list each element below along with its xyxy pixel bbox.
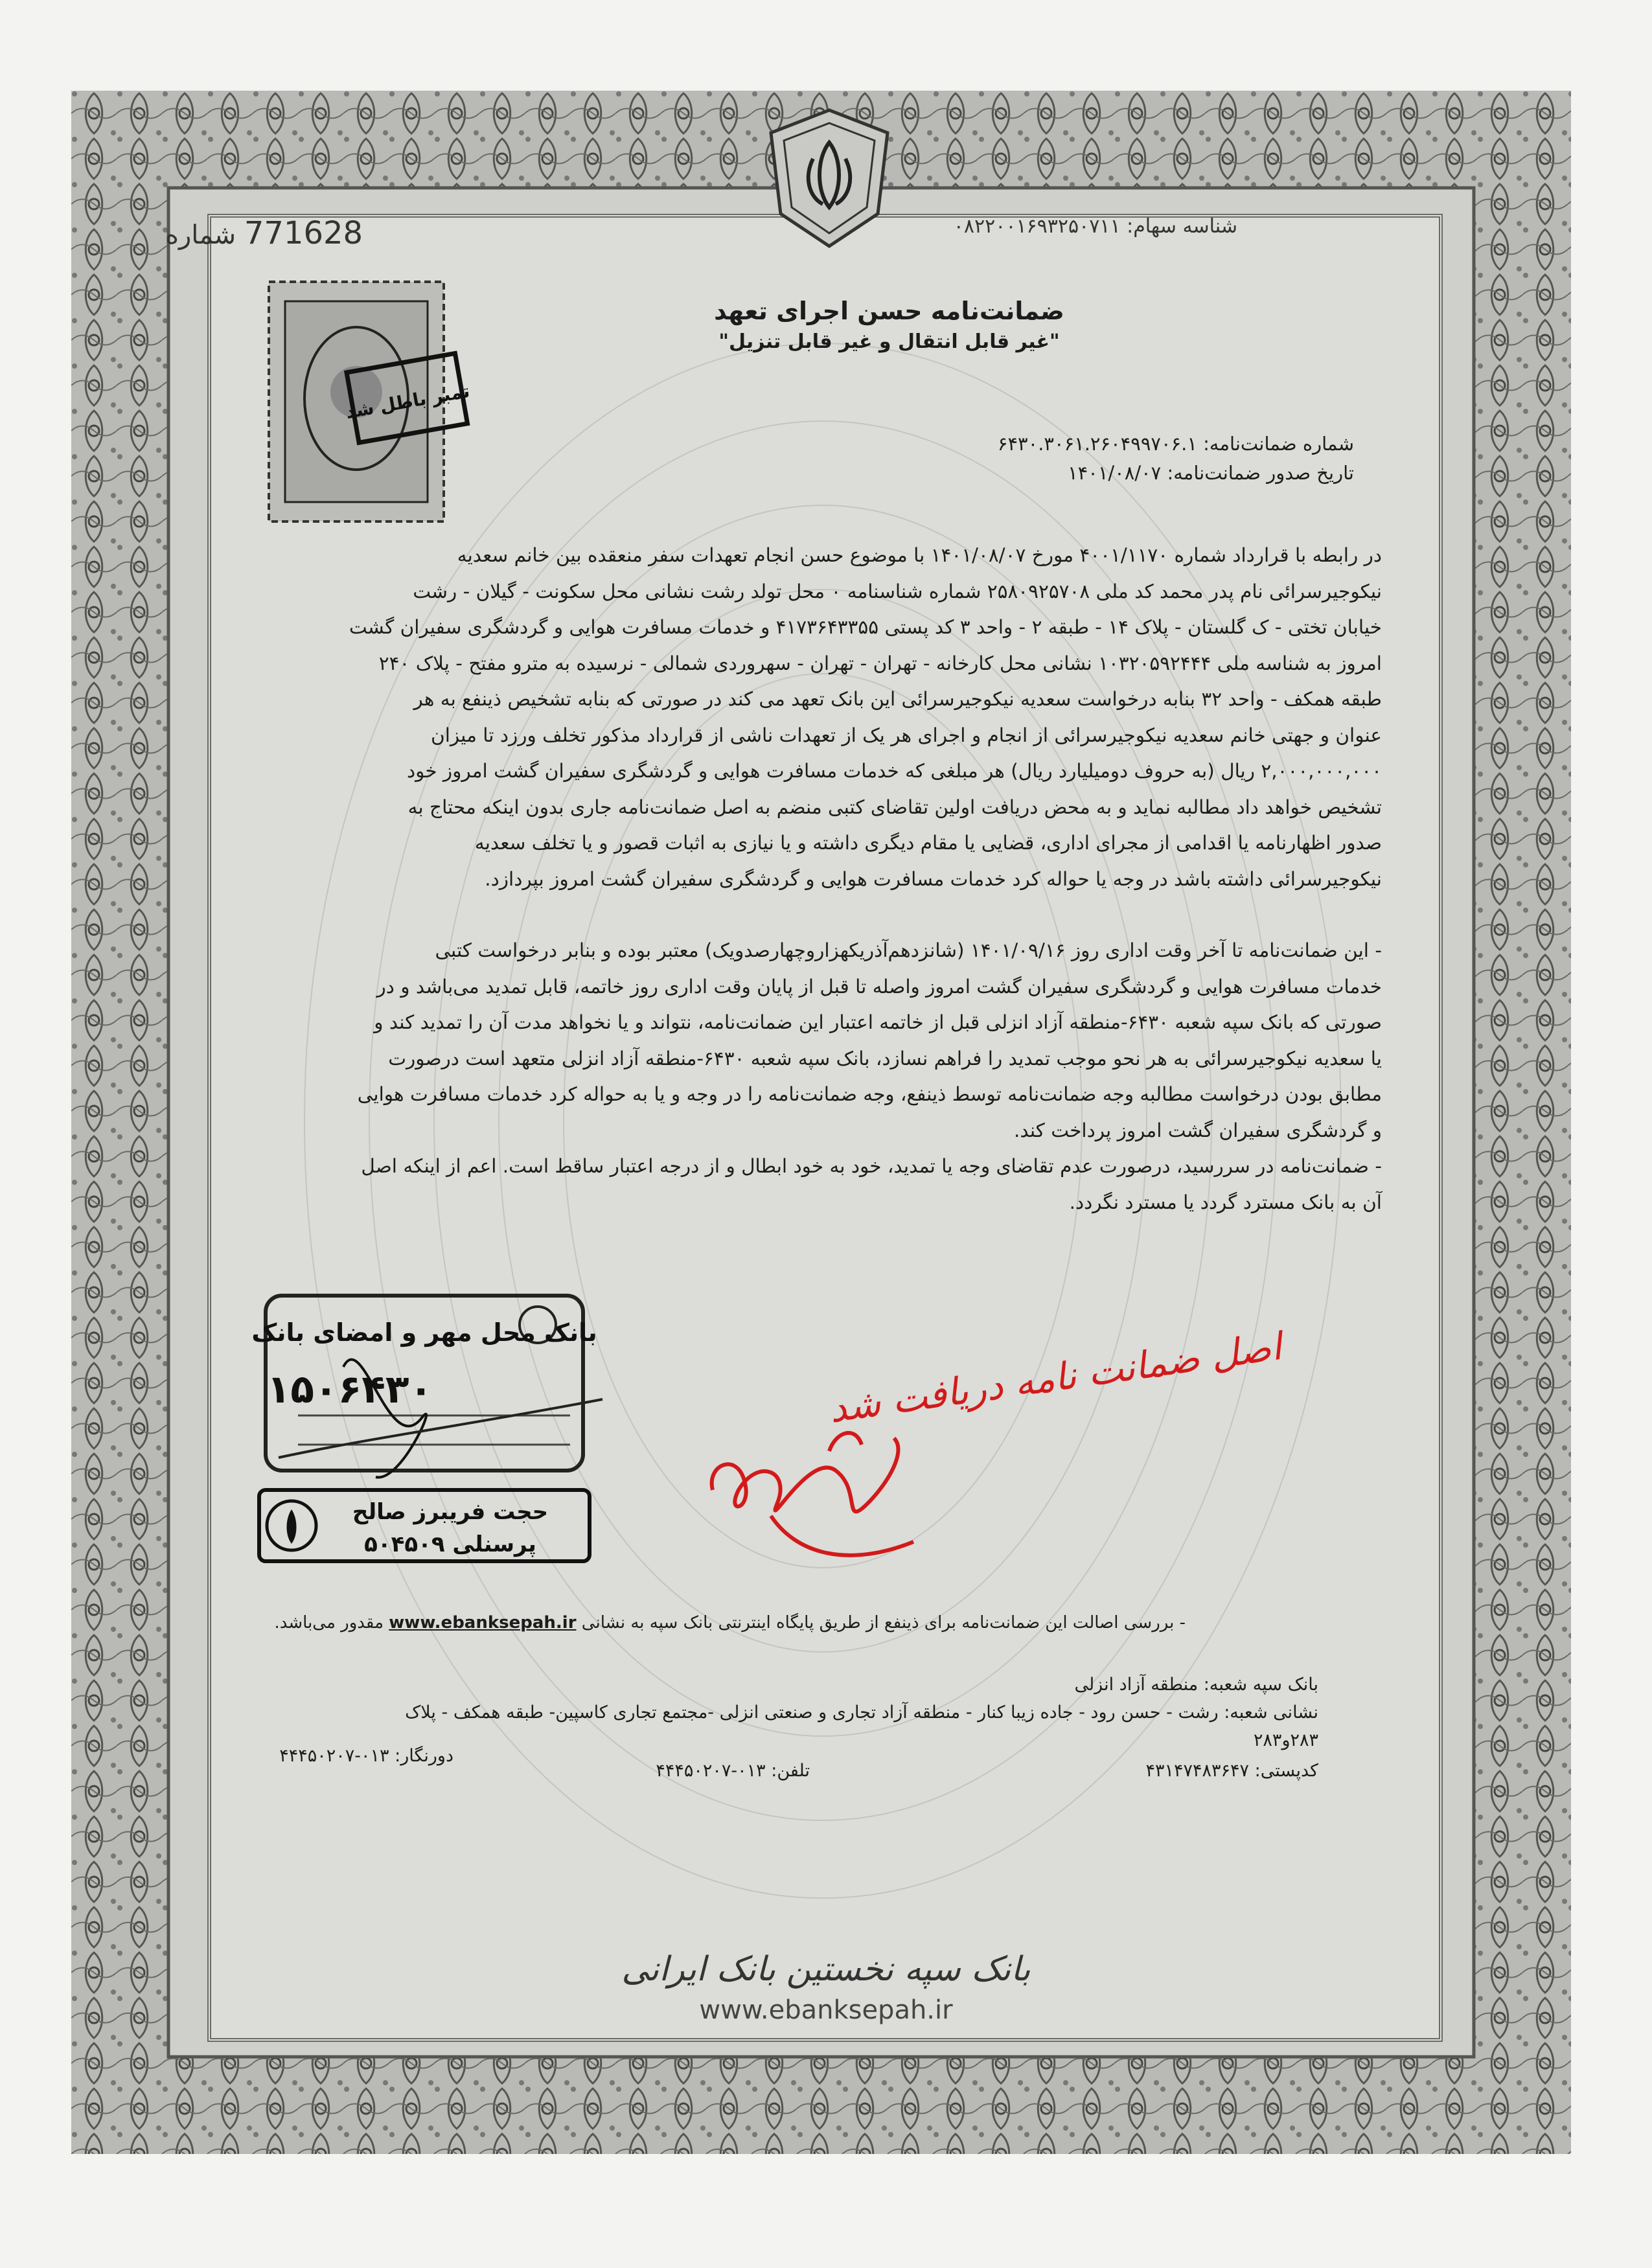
officer-name: حجت فریبرز صالح bbox=[352, 1499, 549, 1525]
text-line: تشخیص خواهد داد مطالبه نماید و به محض دریافت اولین تقاضای کتبی منضم به اصل ضمانت‌نامه جاری بدون اینکه محتاج به bbox=[407, 796, 1382, 818]
text-line: و گردشگری سفیران گشت امروز پرداخت کند. bbox=[1014, 1119, 1382, 1141]
text-line: یا سعدیه نیکوجیرسرائی به هر نحو موجب تمدید را فراهم نسازد، بانک سپه شعبه ۶۴۳۰-منطقه آزاد انزلی متعهد است درصورت bbox=[388, 1047, 1382, 1070]
text-line: خدمات مسافرت هوایی و گردشگری سفیران گشت امروز واصله تا قبل از پایان وقت اداری روز خاتمه، قابل تمدید می‌باشد و در bbox=[376, 975, 1382, 998]
handwritten-receipt-note bbox=[826, 1323, 1289, 1432]
text-line: صدور اظهارنامه یا اقدامی از مجرای اداری، قضایی یا مقام دیگری داشته و یا نیازی به اثبات قصور و یا تخلف سعدیه bbox=[474, 832, 1382, 854]
signature-black-line bbox=[272, 1393, 609, 1471]
seal-branch-code: ۱۵۰۶۴۳۰ bbox=[266, 1367, 433, 1412]
seal-label: بانک محل مهر و امضای بانک bbox=[251, 1318, 597, 1347]
bank-website[interactable]: www.ebanksepah.ir bbox=[699, 1995, 953, 2025]
text-line: مطابق بودن درخواست مطالبه وجه ضمانت‌نامه توسط ذینفع، وجه ضمانت‌نامه را در وجه و یا به حواله کرد خدمات مسافرت هوایی bbox=[357, 1083, 1382, 1105]
text-line: نیکوجیرسرائی داشته باشد در وجه یا حواله کرد خدمات مسافرت هوایی و گردشگری سفیران گشت امروز بپردازد. bbox=[485, 867, 1382, 890]
officer-stamp bbox=[256, 1487, 593, 1564]
text-line: خیابان تختی - ک گلستان - پلاک ۱۴ - طبقه ۲ - واحد ۳ کد پستی ۴۱۷۳۶۴۳۳۵۵ و خدمات مسافرت هوایی و گردشگری سفیران گشت bbox=[349, 616, 1382, 638]
verification-prefix: - بررسی اصالت این ضمانت‌نامه برای ذینفع از طریق پایگاه اینترنتی بانک سپه به نشانی bbox=[581, 1613, 1186, 1632]
paragraph-expiry bbox=[284, 1149, 1382, 1220]
paragraph-validity bbox=[284, 933, 1382, 1149]
text-line: - ضمانت‌نامه در سررسید، درصورت عدم تقاضای وجه یا تمدید، خود به خود ابطال و از درجه اعتبار ساقط است. اعم از اینکه اصل bbox=[361, 1155, 1382, 1177]
footer-fax: دورنگار: ۰۱۳-۴۴۴۵۰۲۰۷ bbox=[279, 1746, 453, 1766]
bank-slogan: بانک سپه نخستین بانک ایرانی bbox=[621, 1950, 1031, 1989]
text-line: آن به بانک مسترد گردد یا مسترد نگردد. bbox=[1069, 1191, 1382, 1213]
document-subtitle: "غیر قابل انتقال و غیر قابل تنزیل" bbox=[718, 330, 1060, 353]
document-title: ضمانت‌نامه حسن اجرای تعهد bbox=[714, 297, 1064, 325]
shares-id: شناسه سهام: ۰۸۲۲۰۰۱۶۹۳۲۵۰۷۱۱ bbox=[953, 215, 1237, 238]
guarantee-number: شماره ضمانت‌نامه: ۶۴۳۰.۳۰۶۱.۲۶۰۴۹۹۷۰۶.۱ bbox=[997, 433, 1354, 455]
text-line: عنوان و جهتی خانم سعدیه نیکوجیرسرائی از انجام و اجرای هر یک از تعهدات ناشی از قرارداد مذکور تخلف ورزد تا میزان bbox=[431, 724, 1382, 746]
verification-note bbox=[274, 1613, 1186, 1632]
text-line: ۲,۰۰۰,۰۰۰,۰۰۰ ریال (به حروف دومیلیارد ریال) هر مبلغی که خدمات مسافرت هوایی و گردشگری سفیران گشت امروز خود bbox=[406, 760, 1382, 782]
paragraph-contract bbox=[284, 538, 1382, 897]
text-line: صورتی که بانک سپه شعبه ۶۴۳۰-منطقه آزاد انزلی قبل از خاتمه اعتبار این ضمانت‌نامه، نتواند و یا نخواهد مدت آن را تمدید کند و bbox=[374, 1011, 1382, 1033]
bank-brand bbox=[615, 1950, 1037, 2025]
serial-number: 771628 bbox=[244, 215, 363, 251]
text-line: در رابطه با قرارداد شماره ۴۰۰۱/۱۱۷۰ مورخ ۱۴۰۱/۰۸/۰۷ با موضوع حسن انجام تعهدات سفر منعقده بین خانم سعدیه bbox=[457, 544, 1382, 566]
footer-postal-code: کدپستی: ۴۳۱۴۷۴۸۳۶۴۷ bbox=[1145, 1761, 1318, 1781]
revenue-stamp bbox=[262, 275, 472, 531]
verification-suffix: مقدور می‌باشد. bbox=[274, 1613, 384, 1632]
handwritten-receipt-text: اصل ضمانت نامه دریافت شد bbox=[826, 1323, 1285, 1432]
text-line: طبقه همکف - واحد ۳۲ بنابه درخواست سعدیه نیکوجیرسرائی این بانک تعهد می کند در صورتی که بنابه تشخیص ذینفع به هر bbox=[413, 688, 1382, 710]
footer-address: نشانی شعبه: رشت - حسن رود - جاده زیبا کنار - منطقه آزاد تجاری و صنعتی انزلی -مجتمع تجاری کاسپین- طبقه همکف - پلاک bbox=[405, 1702, 1318, 1723]
bank-emblem-icon bbox=[764, 107, 894, 249]
revenue-stamp-cancel-text: تمبر باطل شد bbox=[343, 380, 472, 423]
footer-branch: بانک سپه شعبه: منطقه آزاد انزلی bbox=[1074, 1675, 1318, 1695]
text-line: امروز به شناسه ملی ۱۰۳۲۰۵۹۲۴۴۴ نشانی محل کارخانه - تهران - تهران - سهروردی شمالی - نرسیده به مترو مفتح - پلاک ۲۴۰ bbox=[378, 652, 1382, 674]
footer-address-continued: ۲۸۳و۲۸۳ bbox=[1253, 1730, 1318, 1750]
issue-date: تاریخ صدور ضمانت‌نامه: ۱۴۰۱/۰۸/۰۷ bbox=[1068, 462, 1354, 484]
signature-scribble bbox=[700, 1412, 933, 1581]
text-line: - این ضمانت‌نامه تا آخر وقت اداری روز ۱۴۰۱/۰۹/۱۶ (شانزدهم‌آذریکهزاروچهارصدویک) معتبر بوده و بنابر درخواست کتبی bbox=[435, 939, 1382, 961]
personnel-number: پرسنلی ۵۰۴۵۰۹ bbox=[364, 1531, 536, 1557]
serial-block bbox=[165, 215, 363, 251]
footer-phone: تلفن: ۰۱۳-۴۴۴۵۰۲۰۷ bbox=[656, 1761, 810, 1781]
text-line: نیکوجیرسرائی نام پدر محمد کد ملی ۲۵۸۰۹۲۵۷۰۸ شماره شناسنامه ۰ محل تولد رشت نشانی محل سکونت - گیلان - رشت bbox=[413, 580, 1382, 602]
serial-label: شماره bbox=[165, 220, 236, 250]
verification-url[interactable]: www.ebanksepah.ir bbox=[389, 1613, 577, 1632]
